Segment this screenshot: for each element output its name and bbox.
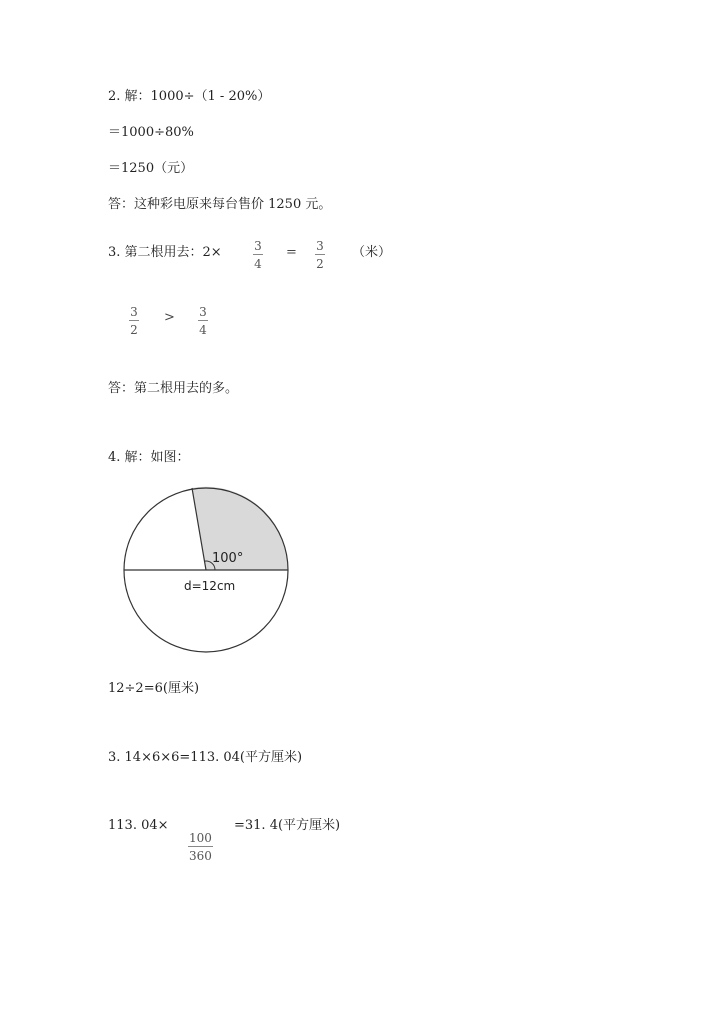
q2-line-3: ＝1250（元） — [108, 161, 194, 176]
fraction-numerator: 100 — [189, 831, 212, 845]
q3-greater-than-sign: > — [164, 310, 175, 325]
q3-unit: （米） — [352, 245, 392, 260]
q3-prefix: 3. 第二根用去：2× — [108, 245, 222, 260]
fraction-numerator: 3 — [199, 305, 207, 319]
angle-label: 100° — [212, 551, 244, 566]
q2-line-2: ＝1000÷80% — [108, 125, 194, 140]
q2-line-1: 2. 解：1000÷（1 - 20%） — [108, 89, 271, 104]
diameter-label: d=12cm — [184, 579, 236, 593]
fraction-denominator: 2 — [130, 323, 138, 337]
fraction-bar — [129, 320, 139, 321]
q4-heading: 4. 解：如图： — [108, 450, 190, 465]
fraction-denominator: 4 — [254, 257, 262, 271]
q4-step-2: 3. 14×6×6=113. 04(平方厘米) — [108, 750, 303, 765]
fraction-numerator: 3 — [316, 239, 324, 253]
q4-fraction-100-360 — [188, 832, 213, 862]
fraction-bar — [198, 320, 208, 321]
fraction-numerator: 3 — [254, 239, 262, 253]
fraction-denominator: 4 — [199, 323, 207, 337]
q3-equals-sign: = — [286, 245, 297, 260]
q3-compare-left-fraction — [129, 306, 139, 336]
q3-compare-right-fraction — [198, 306, 208, 336]
q3-answer: 答：第二根用去的多。 — [108, 381, 239, 396]
fraction-denominator: 2 — [316, 257, 324, 271]
q3-fraction-3-4 — [253, 240, 263, 270]
q2-answer: 答：这种彩电原来每台售价 1250 元。 — [108, 197, 332, 212]
circle-sector-figure — [118, 480, 298, 660]
fraction-bar — [253, 254, 263, 255]
fraction-numerator: 3 — [130, 305, 138, 319]
fraction-denominator: 360 — [189, 849, 212, 863]
q4-step-3-result: =31. 4(平方厘米) — [234, 818, 341, 833]
fraction-bar — [315, 254, 325, 255]
q4-step-1: 12÷2=6(厘米) — [108, 681, 200, 696]
fraction-bar — [188, 846, 213, 847]
q3-fraction-3-2 — [315, 240, 325, 270]
q4-step-3-prefix: 113. 04× — [108, 818, 169, 833]
